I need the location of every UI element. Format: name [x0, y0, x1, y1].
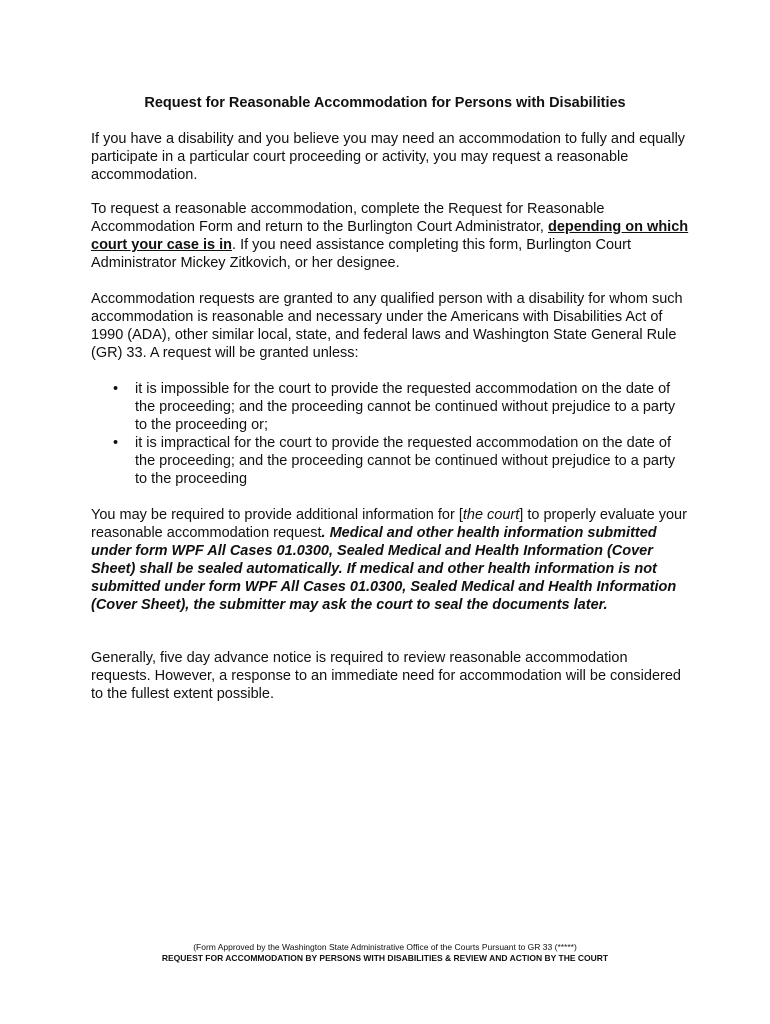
additional-info-paragraph: [91, 506, 691, 614]
additional-info-text-c: ] to properly evaluate your reasonable accommodation request: [91, 507, 687, 541]
advance-notice-paragraph: Generally, five day advance notice is required to review reasonable accommodation requests. However, a response to an immediate need for accommodation will be considered to the fullest extent possible.: [91, 650, 681, 702]
list-item: [91, 434, 691, 488]
court-placeholder: the court: [462, 507, 520, 523]
request-instructions-paragraph: [91, 200, 691, 272]
list-item: [91, 380, 691, 434]
medical-info-notice: . Medical and other health information submitted under form WPF All Cases 01.0300, Sealed Medical and Health Information (Cover Sheet) shall be sealed automatically. If medical and other health information is not submitted under form WPF All Cases 01.0300, Sealed Medical and Health Information (Cover Sheet), the submitter may ask the court to seal the documents later.: [91, 525, 677, 613]
list-item-text: it is impractical for the court to provide the requested accommodation on the date of the proceeding; and the proceeding cannot be continued without prejudice to a party to the proceeding: [135, 435, 676, 487]
bullet-icon: •: [113, 381, 119, 397]
eligibility-paragraph: Accommodation requests are granted to any qualified person with a disability for whom such accommodation is reasonable and necessary under the Americans with Disabilities Act of 1990 (ADA), other similar local, state, and federal laws and Washington State General Rule (GR) 33. A request will be granted unless:: [91, 291, 683, 361]
footer-approval-line: (Form Approved by the Washington State Administrative Office of the Courts Pursuant to GR 33 (*****): [193, 942, 577, 952]
court-link-text: depending on which court your case is in: [91, 219, 689, 253]
instructions-text-c: . If you need assistance completing this form, Burlington Court Administrator Mickey Zitkovich, or her designee.: [91, 237, 631, 271]
bullet-icon: •: [113, 435, 119, 451]
list-item-text: it is impossible for the court to provide the requested accommodation on the date of the proceeding; and the proceeding cannot be continued without prejudice to a party to the proceeding or;: [135, 381, 676, 433]
footer-form-title: REQUEST FOR ACCOMMODATION BY PERSONS WITH DISABILITIES & REVIEW AND ACTION BY THE COURT: [161, 953, 609, 963]
document-title: Request for Reasonable Accommodation for Persons with Disabilities: [144, 95, 626, 111]
additional-info-text-a: You may be required to provide additional information for [: [91, 507, 463, 523]
intro-paragraph: If you have a disability and you believe you may need an accommodation to fully and equally participate in a particular court proceeding or activity, you may request a reasonable accommodation.: [91, 131, 686, 183]
denial-conditions-list: [91, 380, 691, 488]
instructions-text-a: To request a reasonable accommodation, complete the Request for Reasonable Accommodation Form and return to the Burlington Court Administrator,: [91, 201, 605, 235]
